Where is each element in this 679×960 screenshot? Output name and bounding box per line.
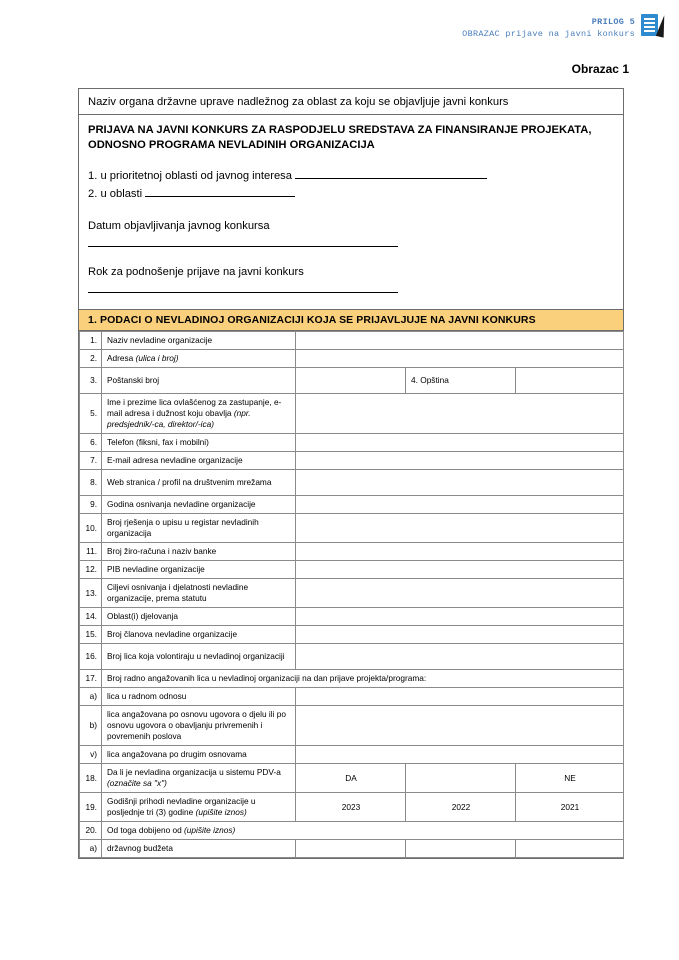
table-row [80,350,624,368]
row-input[interactable] [296,626,624,644]
pdv-da-checkbox[interactable] [406,764,516,793]
row-label: Godina osnivanja nevladine organizacije [102,496,296,514]
table-row [80,394,624,434]
authority-name-line: Naziv organa državne uprave nadležnog za oblast za koju se objavljuje javni konkurs [79,89,623,115]
row-number: 5. [80,394,102,434]
publish-date-blank[interactable] [88,235,398,247]
row-input[interactable] [296,746,624,764]
table-row [80,332,624,350]
section-1-table [79,331,624,858]
row-number: 2. [80,350,102,368]
area-label: 2. u oblasti [88,188,143,200]
pdv-da-label: DA [296,764,406,793]
row-label: Naziv nevladine organizacije [102,332,296,350]
section-1-title: 1. PODACI O NEVLADINOJ ORGANIZACIJI KOJA SE PRIJAVLJUJE NA JAVNI KONKURS [79,309,623,331]
row-label: Broj radno angažovanih lica u nevladinoj organizaciji na dan prijave projekta/programa: [102,670,624,688]
year-2021-header: 2021 [516,793,624,822]
row-number: 19. [80,793,102,822]
pdv-ne-label: NE [516,764,624,793]
row-label: lica u radnom odnosu [102,688,296,706]
row-input[interactable] [296,496,624,514]
priority-area-label: 1. u prioritetnoj oblasti od javnog interesa [88,170,292,182]
row-label: Broj žiro-računa i naziv banke [102,543,296,561]
row-label [102,350,296,368]
row-number: b) [80,706,102,746]
row-number: 17. [80,670,102,688]
row-label: lica angažovana po osnovu ugovora o djelu ili po osnovu ugovora o obavljanju privremenih i povremenih poslova [102,706,296,746]
row-number: a) [80,840,102,858]
row-number: 18. [80,764,102,793]
row-number: 15. [80,626,102,644]
row-label-text: Ime i prezime lica ovlašćenog za zastupanje, e-mail adresa i dužnost koju obavlja [107,397,282,418]
row-label [102,764,296,793]
row-number: v) [80,746,102,764]
row-input[interactable] [296,332,624,350]
table-row [80,822,624,840]
form-main-title: PRIJAVA NA JAVNI KONKURS ZA RASPODJELU SREDSTAVA ZA FINANSIRANJE PROJEKATA, ODNOSNO PROGRAMA NEVLADINIH ORGANIZACIJA [88,124,592,151]
row-label: Ciljevi osnivanja i djelatnosti nevladine organizacije, prema statutu [102,579,296,608]
document-header [462,14,661,40]
spacer-2 [88,253,614,263]
row-label: Web stranica / profil na društvenim mrežama [102,470,296,496]
table-row [80,626,624,644]
budget-2022-input[interactable] [406,840,516,858]
row-label: lica angažovana po drugim osnovama [102,746,296,764]
table-row [80,543,624,561]
table-row [80,644,624,670]
row-number: a) [80,688,102,706]
header-text-block [462,14,635,40]
row-number: 8. [80,470,102,496]
municipality-input[interactable] [516,368,624,394]
row-number: 20. [80,822,102,840]
table-row [80,561,624,579]
row-input[interactable] [296,688,624,706]
table-row [80,470,624,496]
row-number: 14. [80,608,102,626]
row-label-text: Adresa [107,353,136,363]
row-input[interactable] [296,452,624,470]
row-label-text: Da li je nevladina organizacija u sistemu PDV-a [107,767,281,777]
row-input[interactable] [296,608,624,626]
row-label [102,822,624,840]
row-label-hint: (upišite iznos) [195,807,247,817]
table-row [80,688,624,706]
row-input[interactable] [296,561,624,579]
row-input[interactable] [296,514,624,543]
priority-area-line [88,167,614,185]
row-number: 4. [411,375,418,385]
deadline-blank[interactable] [88,281,398,293]
deadline-label: Rok za podnošenje prijave na javni konkurs [88,266,304,278]
row-label-text: Od toga dobijeno od [107,825,185,835]
row-label: PIB nevladine organizacije [102,561,296,579]
budget-2023-input[interactable] [296,840,406,858]
row-number: 9. [80,496,102,514]
row-label-hint: (označite sa "x") [107,778,167,788]
row-input[interactable] [296,644,624,670]
deadline-blank-line [88,281,614,299]
table-row [80,608,624,626]
spacer-1 [88,203,614,217]
header-subtitle: OBRAZAC prijave na javni konkurs [462,29,635,39]
row-label-hint: (npr. predsjednik/-ca, direktor/-ica) [107,408,251,429]
budget-2021-input[interactable] [516,840,624,858]
table-row [80,579,624,608]
table-row [80,434,624,452]
row-label-text: Godišnji prihodi nevladine organizacije u posljednje tri (3) godine [107,796,256,817]
row-number: 16. [80,644,102,670]
row-input[interactable] [296,470,624,496]
area-blank[interactable] [145,185,295,197]
form-container [78,88,624,859]
row-label-text: Opština [420,375,449,385]
row-number: 1. [80,332,102,350]
table-row [80,496,624,514]
row-input[interactable] [296,579,624,608]
table-row [80,368,624,394]
row-label: Poštanski broj [102,368,296,394]
form-intro [79,89,623,309]
row-input[interactable] [296,394,624,434]
row-input[interactable] [296,543,624,561]
document-pen-icon [641,14,661,38]
publish-date-blank-line [88,235,614,253]
postal-code-input[interactable] [296,368,406,394]
row-label: Telefon (fiksni, fax i mobilni) [102,434,296,452]
row-label: Broj članova nevladine organizacije [102,626,296,644]
row-label: Oblast(i) djelovanja [102,608,296,626]
table-row [80,793,624,822]
row-label-hint: (upišite iznos) [184,825,236,835]
table-row [80,764,624,793]
row-label-hint: (ulica i broj) [135,353,179,363]
area-line [88,185,614,203]
row-label: Broj lica koja volontiraju u nevladinoj organizaciji [102,644,296,670]
priority-area-blank[interactable] [295,167,487,179]
row-label: državnog budžeta [102,840,296,858]
row-input[interactable] [296,434,624,452]
header-prilog-label: PRILOG 5 [591,17,635,27]
row-number: 7. [80,452,102,470]
row-input[interactable] [296,350,624,368]
row-number: 13. [80,579,102,608]
row-number: 6. [80,434,102,452]
municipality-label-cell [406,368,516,394]
form-number-label: Obrazac 1 [571,62,629,76]
row-label: Broj rješenja o upisu u registar nevladinih organizacija [102,514,296,543]
table-row [80,670,624,688]
row-number: 3. [80,368,102,394]
table-row [80,746,624,764]
table-row [80,840,624,858]
row-input[interactable] [296,706,624,746]
year-2023-header: 2023 [296,793,406,822]
row-label [102,394,296,434]
publish-date-label: Datum objavljivanja javnog konkursa [88,220,270,232]
year-2022-header: 2022 [406,793,516,822]
row-number: 12. [80,561,102,579]
row-label [102,793,296,822]
table-row [80,706,624,746]
row-label: E-mail adresa nevladine organizacije [102,452,296,470]
row-number: 11. [80,543,102,561]
table-row [80,452,624,470]
row-number: 10. [80,514,102,543]
table-row [80,514,624,543]
intro-body [79,115,623,309]
